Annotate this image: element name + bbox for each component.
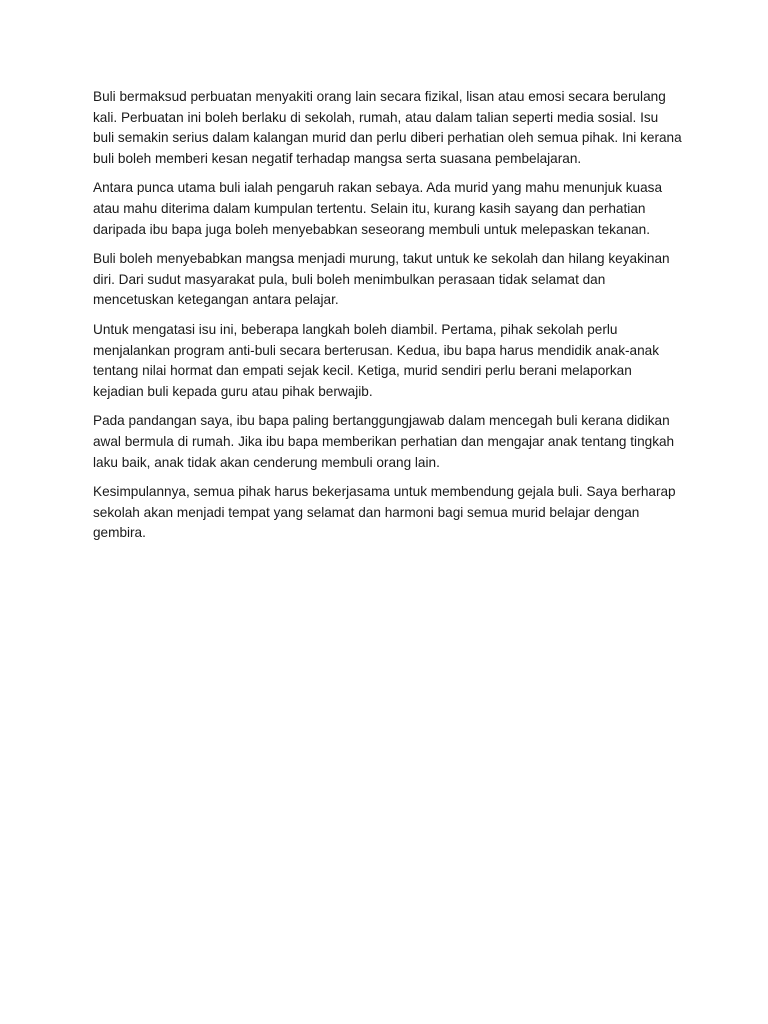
paragraph-definition: Buli bermaksud perbuatan menyakiti orang lain secara fizikal, lisan atau emosi secara berulang kali. Perbuatan ini boleh berlaku di sekolah, rumah, atau dalam talian seperti media sosial. Isu buli semakin serius dalam kalangan murid dan perlu diberi perhatian oleh semua pihak. Ini kerana buli boleh memberi kesan negatif terhadap mangsa serta suasana pembelajaran. bbox=[93, 89, 682, 166]
paragraph-conclusion: Kesimpulannya, semua pihak harus bekerjasama untuk membendung gejala buli. Saya berharap sekolah akan menjadi tempat yang selamat dan harmoni bagi semua murid belajar dengan gembira. bbox=[93, 484, 676, 541]
document-page bbox=[93, 87, 683, 553]
paragraph-opinion: Pada pandangan saya, ibu bapa paling bertanggungjawab dalam mencegah buli kerana didikan awal bermula di rumah. Jika ibu bapa memberikan perhatian dan mengajar anak tentang tingkah laku baik, anak tidak akan cenderung membuli orang lain. bbox=[93, 413, 675, 470]
paragraph-causes: Antara punca utama buli ialah pengaruh rakan sebaya. Ada murid yang mahu menunjuk kuasa atau mahu diterima dalam kumpulan tertentu. Selain itu, kurang kasih sayang dan perhatian daripada ibu bapa juga boleh menyebabkan seseorang membuli untuk melepaskan tekanan. bbox=[93, 180, 663, 237]
paragraph-solutions: Untuk mengatasi isu ini, beberapa langkah boleh diambil. Pertama, pihak sekolah perlu menjalankan program anti-buli secara berterusan. Kedua, ibu bapa harus mendidik anak-anak tentang nilai hormat dan empati sejak kecil. Ketiga, murid sendiri perlu berani melaporkan kejadian buli kepada guru atau pihak berwajib. bbox=[93, 321, 659, 399]
paragraph-effects: Buli boleh menyebabkan mangsa menjadi murung, takut untuk ke sekolah dan hilang keyakinan diri. Dari sudut masyarakat pula, buli boleh menimbulkan perasaan tidak selamat dan mencetuskan ketegangan antara pelajar. bbox=[93, 251, 670, 308]
